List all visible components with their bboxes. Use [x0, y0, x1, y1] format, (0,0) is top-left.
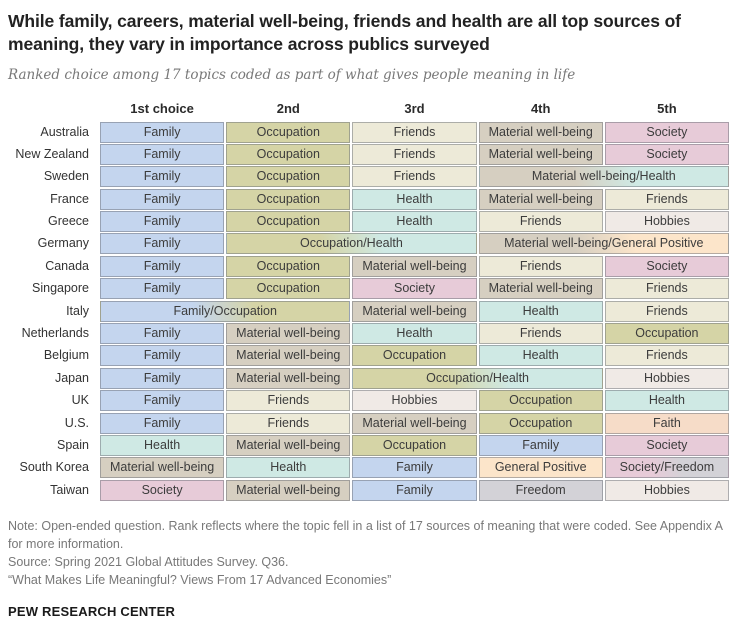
pew-research-center-logo: PEW RESEARCH CENTER	[8, 604, 176, 619]
rank-cell: Family	[100, 122, 224, 143]
rank-cell: Occupation	[226, 166, 350, 187]
rank-cell: Hobbies	[352, 390, 476, 411]
column-header: 5th	[657, 100, 677, 116]
row-label-country: U.S.	[64, 415, 89, 430]
row-label-country: Netherlands	[21, 326, 89, 341]
rank-cell: Health	[352, 323, 476, 344]
rank-cell: Friends	[605, 345, 729, 366]
rank-cell: Family	[100, 390, 224, 411]
row-label-country: Australia	[40, 124, 89, 139]
rank-cell: Family	[100, 323, 224, 344]
rank-cell: Family	[100, 345, 224, 366]
rank-cell: Material well-being	[352, 301, 476, 322]
rank-cell: Occupation	[226, 189, 350, 210]
rank-cell: Material well-being	[226, 435, 350, 456]
rank-cell: Family	[100, 256, 224, 277]
row-label-country: Greece	[48, 214, 89, 229]
rank-cell: Material well-being	[352, 256, 476, 277]
rank-cell: Society	[605, 435, 729, 456]
rank-cell: Health	[100, 435, 224, 456]
rank-cell: Material well-being	[479, 189, 603, 210]
rank-cell: Friends	[605, 189, 729, 210]
row-label-country: Japan	[54, 370, 89, 385]
rank-cell: Family	[100, 413, 224, 434]
rank-cell: Society/Freedom	[605, 457, 729, 478]
row-label-country: Canada	[45, 258, 89, 273]
footnotes	[8, 517, 729, 590]
rank-cell: Occupation	[226, 144, 350, 165]
column-header: 2nd	[276, 100, 300, 116]
rank-cell: Health	[226, 457, 350, 478]
rank-cell: Material well-being	[226, 480, 350, 501]
rank-cell: Family	[100, 189, 224, 210]
note-text: Note: Open-ended question. Rank reflects where the topic fell in a list of 17 sources of meaning that were coded. See Appendix A for more information.	[8, 518, 723, 551]
rank-cell: Family	[100, 166, 224, 187]
rank-cell: Faith	[605, 413, 729, 434]
rank-cell: Occupation	[226, 278, 350, 299]
row-label-country: South Korea	[19, 460, 89, 475]
rank-cell: Friends	[479, 256, 603, 277]
rank-cell: Family	[100, 144, 224, 165]
row-label-country: UK	[71, 393, 89, 408]
rank-cell: Hobbies	[605, 368, 729, 389]
rank-cell: Material well-being	[352, 413, 476, 434]
rank-cell: Hobbies	[605, 480, 729, 501]
rank-cell: Occupation	[352, 345, 476, 366]
column-header: 1st choice	[130, 100, 194, 116]
rank-cell: Friends	[352, 166, 476, 187]
column-header-row	[8, 101, 729, 116]
row-label-country: Spain	[57, 438, 89, 452]
rank-cell: Friends	[352, 144, 476, 165]
rank-cell: Occupation	[226, 122, 350, 143]
header-spacer	[8, 101, 98, 116]
rank-cell: Family	[479, 435, 603, 456]
rank-cell: Friends	[352, 122, 476, 143]
rank-cell: Family	[100, 233, 224, 254]
rank-cell: Occupation	[479, 413, 603, 434]
rank-cell: Family	[100, 368, 224, 389]
rank-cell: Family	[100, 211, 224, 232]
row-label-country: France	[50, 191, 89, 206]
rank-cell: Material well-being/Health	[479, 166, 729, 187]
rank-cell: Material well-being	[100, 457, 224, 478]
rank-cell: Family	[352, 480, 476, 501]
row-label-country: Belgium	[43, 348, 89, 363]
rank-cell: Occupation/Health	[226, 233, 476, 254]
row-label-country: New Zealand	[15, 146, 89, 161]
rank-cell: Friends	[226, 390, 350, 411]
rank-cell: Friends	[479, 323, 603, 344]
chart-title: While family, careers, material well-being, friends and health are all top sources of meaning, they vary in importance across publics surveyed	[8, 11, 681, 55]
rank-cell: Occupation	[226, 256, 350, 277]
rank-cell: Material well-being	[226, 345, 350, 366]
rank-cell: Family	[100, 278, 224, 299]
ranking-table	[8, 122, 729, 501]
row-label-country: Germany	[37, 236, 89, 251]
rank-cell: Society	[100, 480, 224, 501]
citation-text: “What Makes Life Meaningful? Views From 17 Advanced Economies”	[8, 573, 392, 588]
rank-cell: Occupation	[352, 435, 476, 456]
rank-cell: Occupation	[605, 323, 729, 344]
column-header: 4th	[530, 100, 551, 116]
rank-cell: Freedom	[479, 480, 603, 501]
rank-cell: Friends	[479, 211, 603, 232]
rank-cell: Health	[352, 189, 476, 210]
rank-cell: Material well-being	[479, 122, 603, 143]
rank-cell: Friends	[226, 413, 350, 434]
rank-cell: Material well-being	[479, 144, 603, 165]
row-label-country: Singapore	[32, 281, 89, 296]
rank-cell: Occupation	[226, 211, 350, 232]
rank-cell: Occupation/Health	[352, 368, 602, 389]
rank-cell: Family	[352, 457, 476, 478]
rank-cell: Hobbies	[605, 211, 729, 232]
row-label-country: Italy	[66, 303, 89, 318]
rank-cell: Friends	[605, 301, 729, 322]
rank-cell: Material well-being	[226, 368, 350, 389]
rank-cell: Health	[479, 301, 603, 322]
rank-cell: Health	[479, 345, 603, 366]
rank-cell: Material well-being	[226, 323, 350, 344]
rank-cell: General Positive	[479, 457, 603, 478]
rank-cell: Material well-being/General Positive	[479, 233, 729, 254]
rank-cell: Material well-being	[479, 278, 603, 299]
rank-cell: Society	[605, 256, 729, 277]
rank-cell: Health	[352, 211, 476, 232]
rank-cell: Society	[352, 278, 476, 299]
rank-cell: Society	[605, 122, 729, 143]
row-label-country: Taiwan	[50, 482, 89, 497]
rank-cell: Society	[605, 144, 729, 165]
rank-cell: Family/Occupation	[100, 301, 350, 322]
rank-cell: Friends	[605, 278, 729, 299]
row-label-country: Sweden	[43, 169, 89, 184]
column-header: 3rd	[404, 100, 425, 116]
rank-cell: Occupation	[479, 390, 603, 411]
chart-subtitle: Ranked choice among 17 topics coded as part of what gives people meaning in life	[8, 66, 576, 83]
source-text: Source: Spring 2021 Global Attitudes Survey. Q36.	[8, 555, 289, 570]
rank-cell: Health	[605, 390, 729, 411]
